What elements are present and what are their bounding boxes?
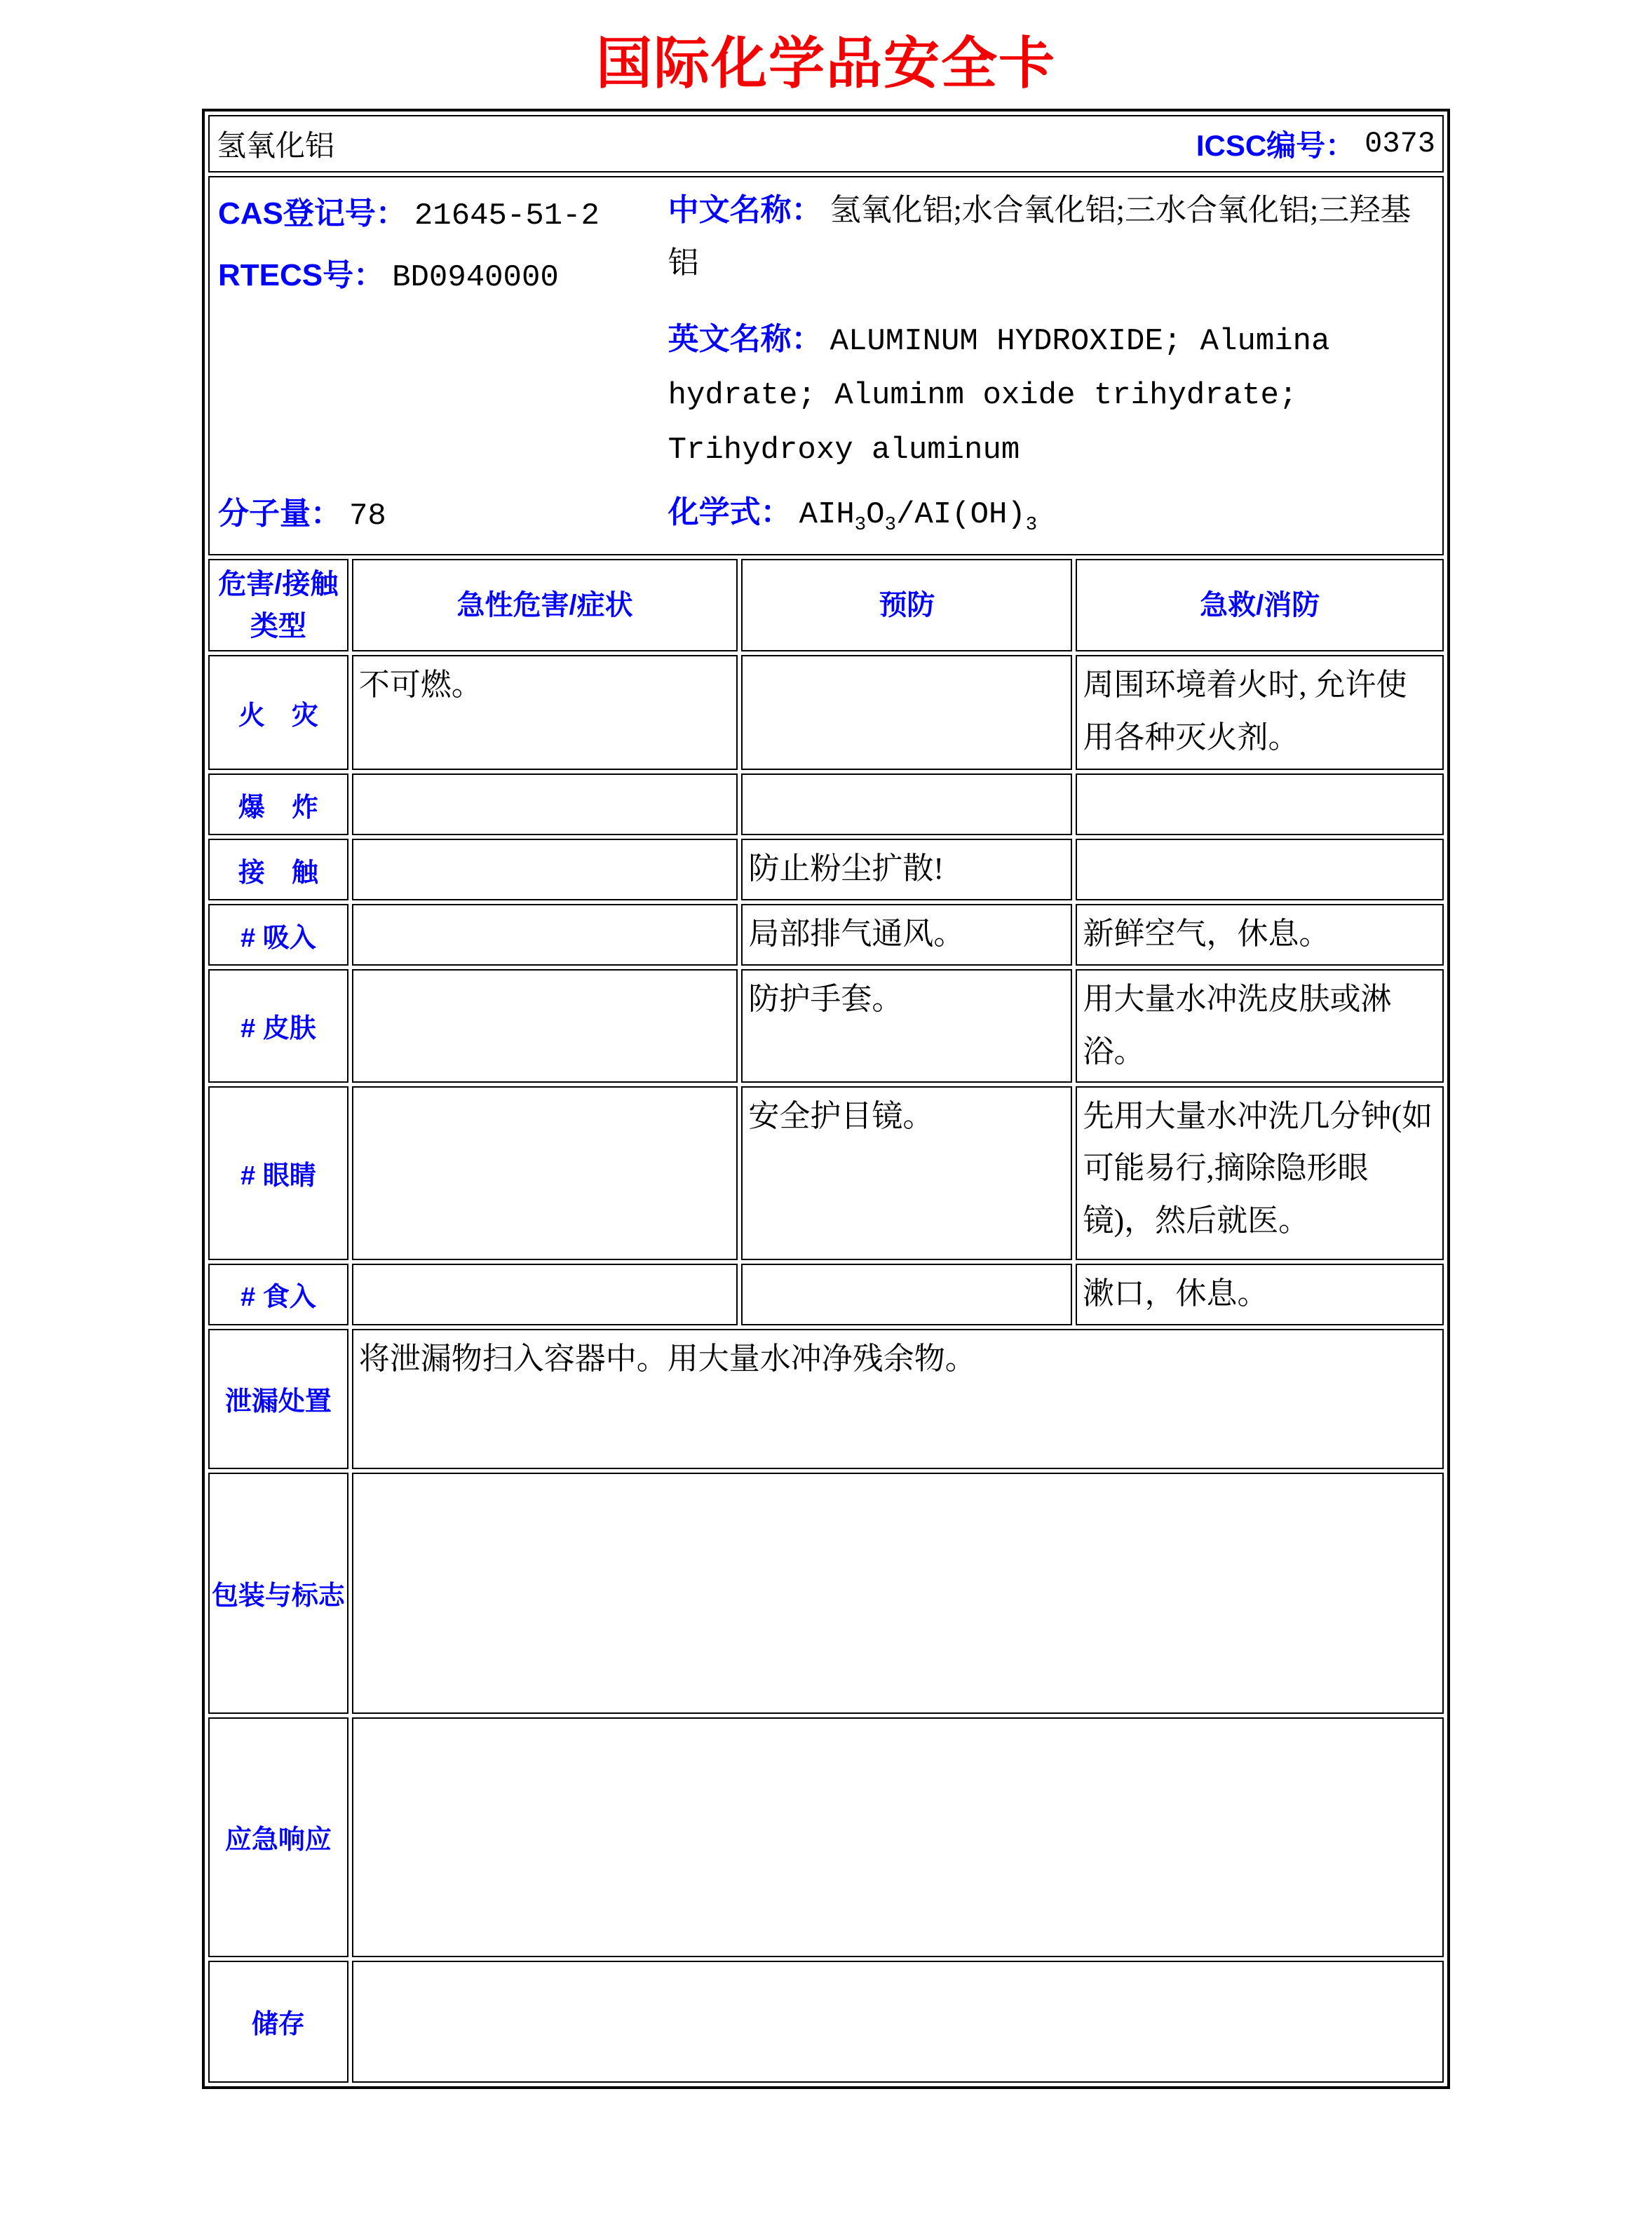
row-label-fire: 火 灾 (208, 655, 348, 770)
table-row-eyes (208, 1086, 1444, 1260)
left-spacer (218, 307, 668, 492)
inhalation-symptoms-cell (352, 904, 738, 966)
skin-first-aid-cell: 用大量水冲洗皮肤或淋浴。 (1076, 969, 1444, 1083)
storage-content-cell (352, 1961, 1444, 2083)
rtecs-label: RTECS号： (218, 257, 385, 292)
row-label-inhalation: # 吸入 (208, 904, 348, 966)
page-title: 国际化学品安全卡 (596, 30, 1056, 96)
ingestion-prevention-cell (741, 1264, 1072, 1325)
spillage-content-cell: 将泄漏物扫入容器中。用大量水冲净残余物。 (352, 1329, 1444, 1469)
row-label-spillage: 泄漏处置 (208, 1329, 348, 1469)
table-row-skin (208, 969, 1444, 1083)
contact-symptoms-cell (352, 839, 738, 900)
chemical-formula-line (668, 491, 1434, 539)
row-label-storage: 储存 (208, 1961, 348, 2083)
chemical-formula: $AIH_3O_3/AI(OH)_3$ (799, 497, 1038, 536)
card-header-cell (208, 115, 1444, 173)
row-label-skin: # 皮肤 (208, 969, 348, 1083)
cas-value: 21645-51-2 (414, 198, 600, 234)
contact-prevention-cell: 防止粉尘扩散! (741, 839, 1072, 900)
packaging-content-cell (352, 1473, 1444, 1714)
fire-first-aid-cell: 周围环境着火时, 允许使用各种灭火剂。 (1076, 655, 1444, 770)
table-row-storage (208, 1961, 1444, 2083)
inhalation-prevention-cell: 局部排气通风。 (741, 904, 1072, 966)
inhalation-first-aid-cell: 新鲜空气，休息。 (1076, 904, 1444, 966)
substance-name: 氢氧化铝 (217, 130, 335, 163)
chinese-name-value: 氢氧化铝;水合氧化铝;三水合氧化铝;三羟基铝 (668, 193, 1411, 280)
table-row-fire (208, 655, 1444, 770)
explosion-prevention-cell (741, 773, 1072, 835)
eyes-symptoms-cell (352, 1086, 738, 1260)
fire-symptoms-cell: 不可燃。 (352, 655, 738, 770)
ingestion-symptoms-cell (352, 1264, 738, 1325)
contact-first-aid-cell (1076, 839, 1444, 900)
table-row-spillage (208, 1329, 1444, 1469)
right-spacer (668, 477, 1434, 491)
row-label-packaging: 包装与标志 (208, 1473, 348, 1714)
chinese-name-label: 中文名称： (668, 193, 822, 227)
row-label-eyes: # 眼睛 (208, 1086, 348, 1260)
table-row-contact (208, 839, 1444, 900)
column-header-first-aid: 急救/消防 (1076, 559, 1444, 651)
eyes-first-aid-cell: 先用大量水冲洗几分钟(如可能易行,摘除隐形眼镜)，然后就医。 (1076, 1086, 1444, 1260)
cas-label: CAS登记号： (218, 196, 407, 231)
molecular-weight-label: 分子量： (218, 496, 341, 532)
identifiers-row (208, 176, 1444, 555)
identifiers-grid (218, 184, 1434, 539)
skin-prevention-cell: 防护手套。 (741, 969, 1072, 1083)
table-row-inhalation (208, 904, 1444, 966)
table-row-explosion (208, 773, 1444, 835)
ingestion-first-aid-cell: 漱口，休息。 (1076, 1264, 1444, 1325)
emergency-response-content-cell (352, 1717, 1444, 1957)
row-label-emergency-response: 应急响应 (208, 1717, 348, 1957)
identifiers-cell (208, 176, 1444, 555)
table-row-ingestion (208, 1264, 1444, 1325)
fire-prevention-cell (741, 655, 1072, 770)
row-label-contact: 接 触 (208, 839, 348, 900)
chemical-formula-label: 化学式： (668, 495, 792, 530)
eyes-prevention-cell: 安全护目镜。 (741, 1086, 1072, 1260)
english-name-paragraph (668, 313, 1434, 477)
card-header-flex (217, 123, 1435, 165)
english-name-value: ALUMINUM HYDROXIDE; Alumina hydrate; Aluminm oxide trihydrate; Trihydroxy aluminum (668, 323, 1330, 468)
table-row-emergency-response (208, 1717, 1444, 1957)
skin-symptoms-cell (352, 969, 738, 1083)
card-header-row (208, 115, 1444, 173)
column-header-type-line2: 类型 (250, 611, 306, 642)
column-header-type (208, 559, 348, 651)
cas-number-line (218, 184, 668, 246)
column-header-prevention: 预防 (741, 559, 1072, 651)
hazard-header-row (208, 559, 1444, 651)
icsc-card-table (202, 109, 1450, 2089)
molecular-weight-value: 78 (349, 499, 386, 534)
column-header-type-line1: 危害/接触 (218, 569, 339, 600)
chinese-name-paragraph (668, 184, 1434, 290)
identifiers-left-column (218, 184, 668, 539)
column-header-symptoms: 急性危害/症状 (352, 559, 738, 651)
row-label-ingestion: # 食入 (208, 1264, 348, 1325)
rtecs-number-line (218, 246, 668, 308)
identifiers-right-column (668, 184, 1434, 539)
explosion-symptoms-cell (352, 773, 738, 835)
icsc-label: ICSC编号： (1196, 129, 1355, 162)
icsc-number: 0373 (1365, 127, 1435, 161)
table-row-packaging (208, 1473, 1444, 1714)
english-name-label: 英文名称： (668, 321, 822, 356)
molecular-weight-line (218, 492, 668, 539)
icsc-number-group (1196, 123, 1435, 165)
explosion-first-aid-cell (1076, 773, 1444, 835)
rtecs-value: BD0940000 (392, 259, 559, 295)
row-label-explosion: 爆 炸 (208, 773, 348, 835)
